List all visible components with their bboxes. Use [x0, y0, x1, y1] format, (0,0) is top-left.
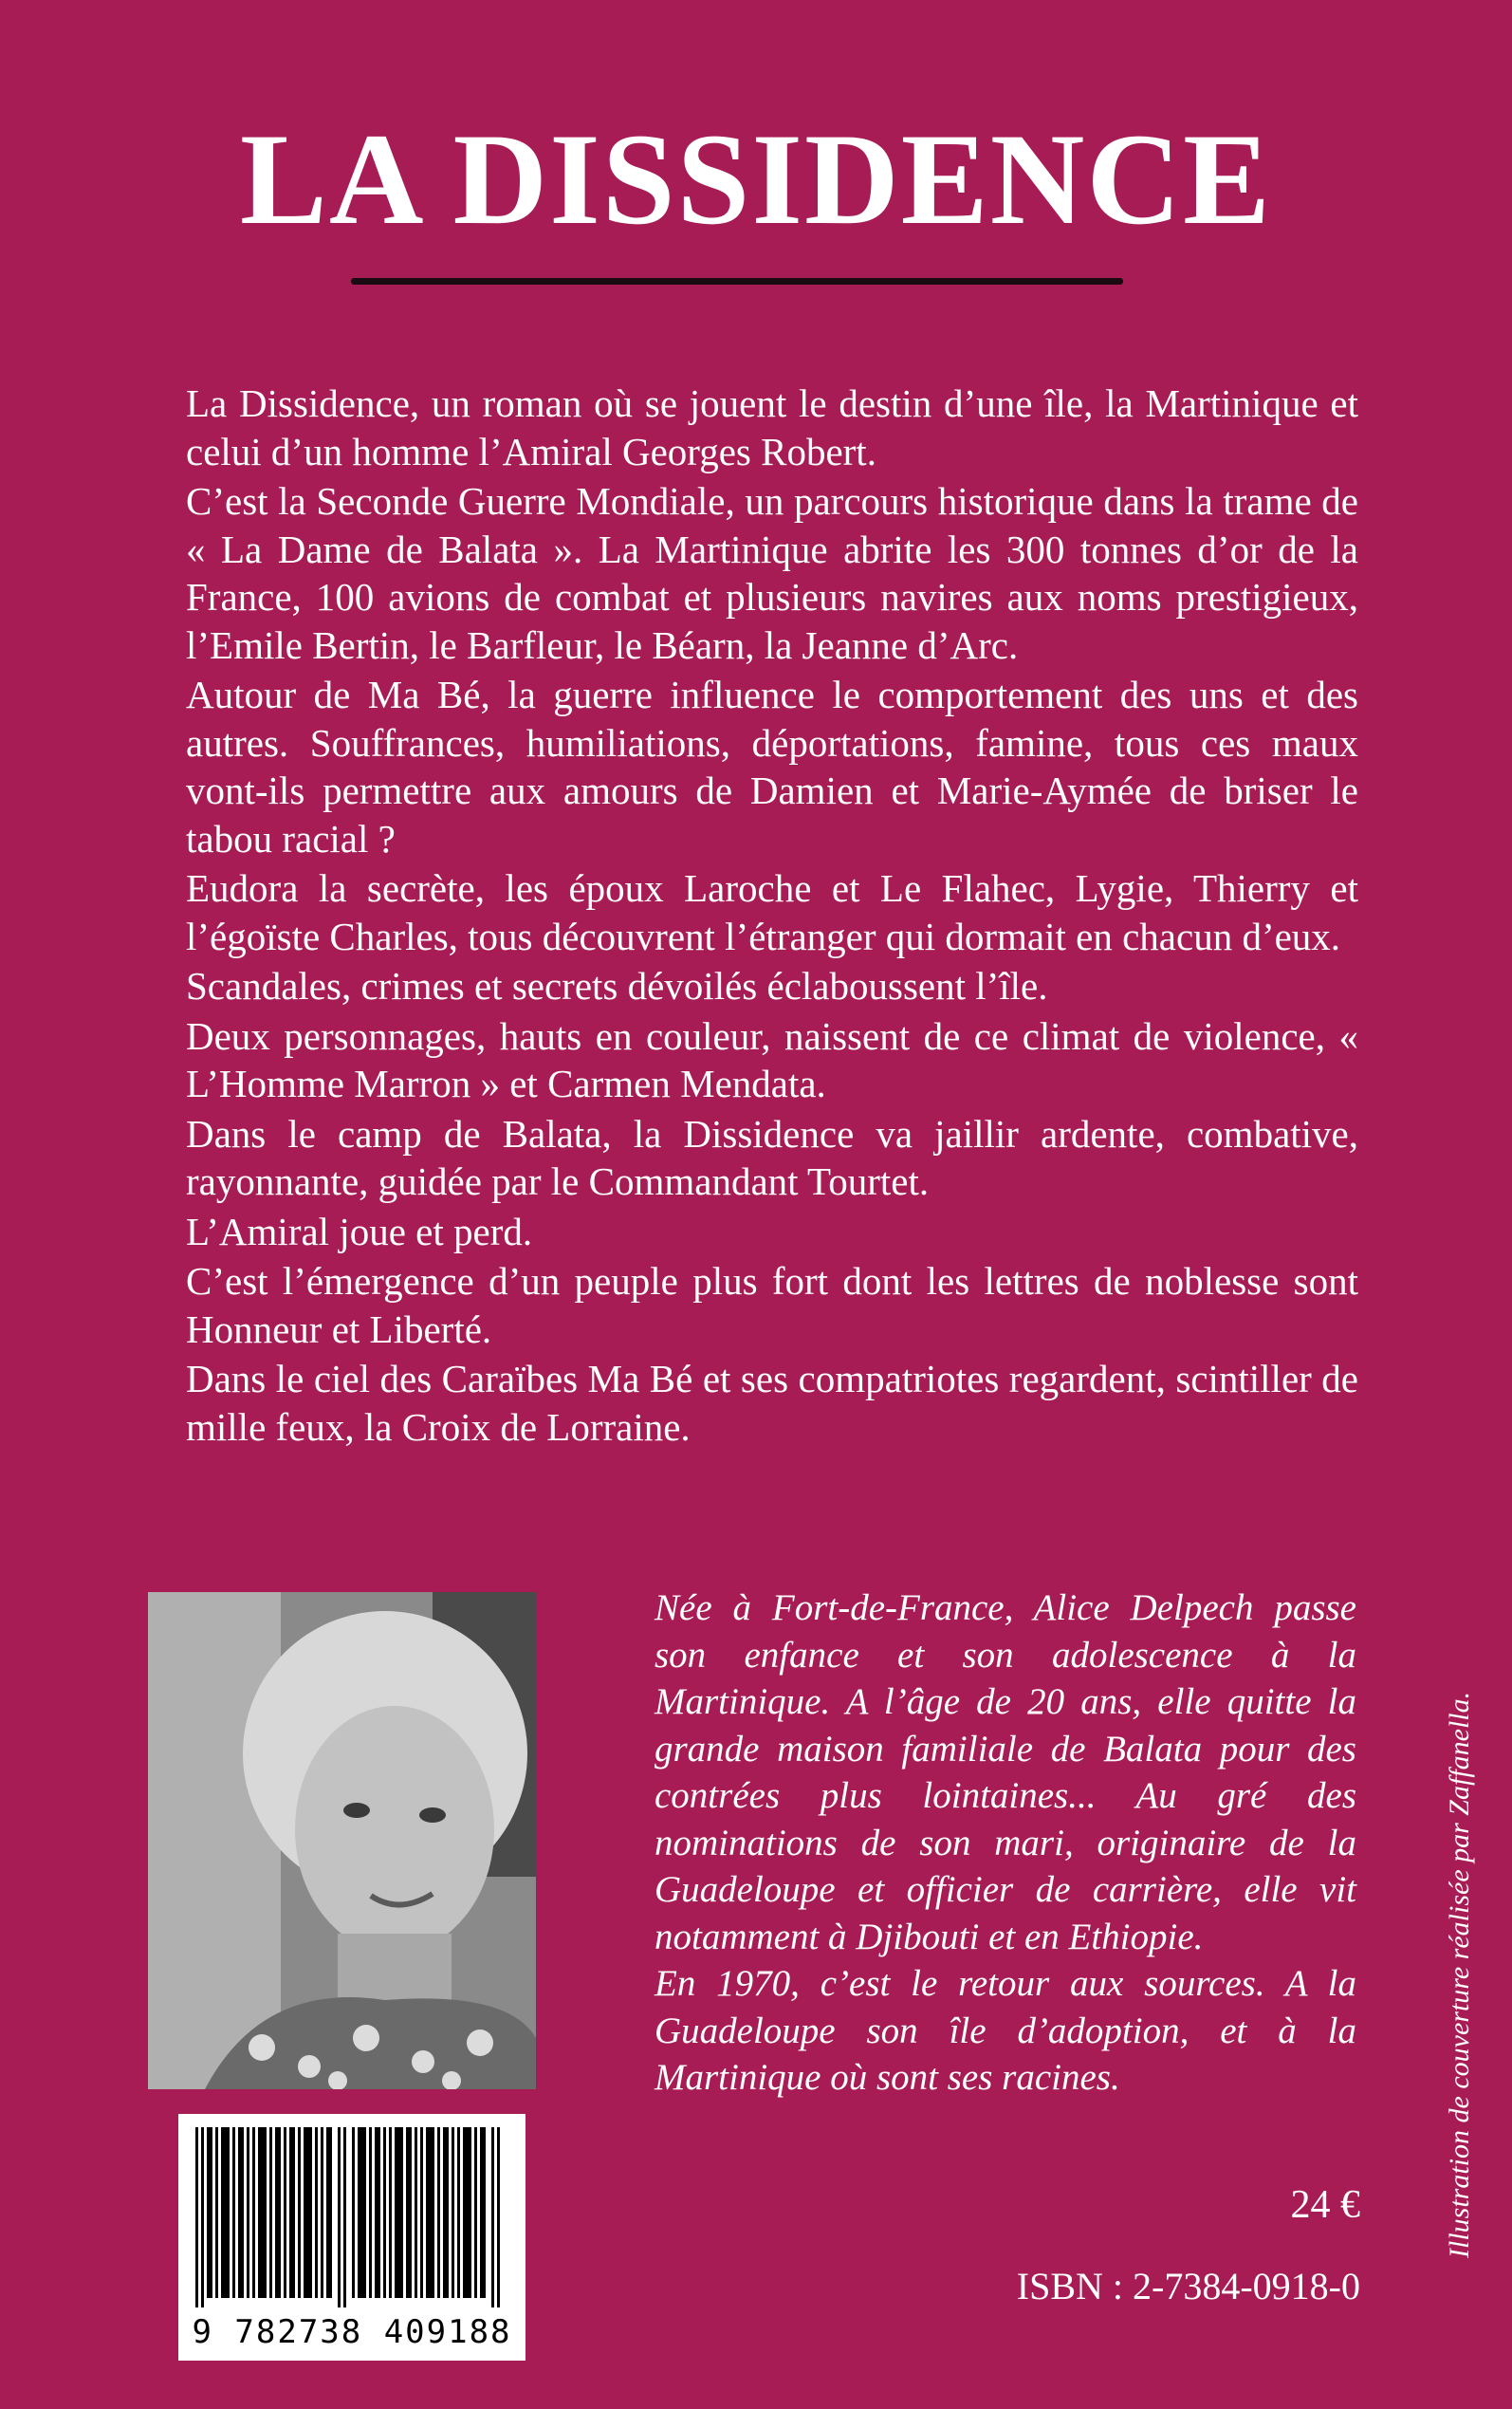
blurb-paragraph: Eudora la secrète, les époux Laroche et Le Flahec, Lygie, Thierry et l’égoïste Charles, tous découvrent l’étranger qui dormait en chacun d’eux.: [186, 866, 1358, 958]
author-photo: [148, 1592, 536, 2089]
blurb-paragraph: Dans le ciel des Caraïbes Ma Bé et ses compatriotes regardent, scintiller de mille feux, la Croix de Lorraine.: [186, 1357, 1358, 1449]
price: 24 €: [1290, 2183, 1360, 2227]
book-title: LA DISSIDENCE: [239, 106, 1273, 251]
title-rule: [351, 278, 1123, 285]
blurb-paragraph: Scandales, crimes et secrets dévoilés éclaboussent l’île.: [186, 964, 1048, 1008]
blurb-paragraph: Dans le camp de Balata, la Dissidence va jaillir ardente, combative, rayonnante, guidée par le Commandant Tourtet.: [186, 1111, 1358, 1203]
isbn: ISBN : 2-7384-0918-0: [1016, 2265, 1360, 2307]
blurb-paragraph: Autour de Ma Bé, la guerre influence le comportement des uns et des autres. Souffrances, humiliations, déportations, famine, tous ces maux vont-ils permettre aux amours de Damien et Marie-Aymée de briser le tabou racial ?: [186, 673, 1358, 861]
blurb-paragraph: C’est la Seconde Guerre Mondiale, un parcours historique dans la trame de « La Dame de Balata ». La Martinique abrite les 300 tonnes d’or de la France, 100 avions de combat et plusieurs navires aux noms prestigieux, l’Emile Bertin, le Barfleur, le Béarn, la Jeanne d’Arc.: [186, 479, 1358, 667]
author-bio: [655, 1584, 1356, 2102]
bio-paragraph: Née à Fort-de-France, Alice Delpech passe son enfance et son adolescence à la Martinique. A l’âge de 20 ans, elle quitte la grande maison familiale de Balata pour des contrées plus lointaines... Au gré des nominations de son mari, originaire de la Guadeloupe et officier de carrière, elle vit notamment à Djibouti et en Ethiopie.: [655, 1587, 1356, 1957]
barcode: [178, 2114, 526, 2361]
blurb-paragraph: C’est l’émergence d’un peuple plus fort dont les lettres de noblesse sont Honneur et Liberté.: [186, 1259, 1358, 1351]
blurb-paragraph: L’Amiral joue et perd.: [186, 1209, 533, 1253]
bio-paragraph: En 1970, c’est le retour aux sources. A la Guadeloupe son île d’adoption, et à la Martinique où sont ses racines.: [655, 1963, 1356, 2098]
barcode-bars-icon: [195, 2127, 508, 2307]
barcode-digits: 9 782738 409188: [192, 2313, 512, 2351]
blurb: [186, 380, 1358, 1451]
blurb-paragraph: Deux personnages, hauts en couleur, naissent de ce climat de violence, « L’Homme Marron » et Carmen Mendata.: [186, 1013, 1358, 1105]
illustration-credit: Illustration de couverture réalisée par Zaffanella.: [1444, 1691, 1475, 2258]
blurb-paragraph: La Dissidence, un roman où se jouent le destin d’une île, la Martinique et celui d’un homme l’Amiral Georges Robert.: [186, 381, 1358, 473]
